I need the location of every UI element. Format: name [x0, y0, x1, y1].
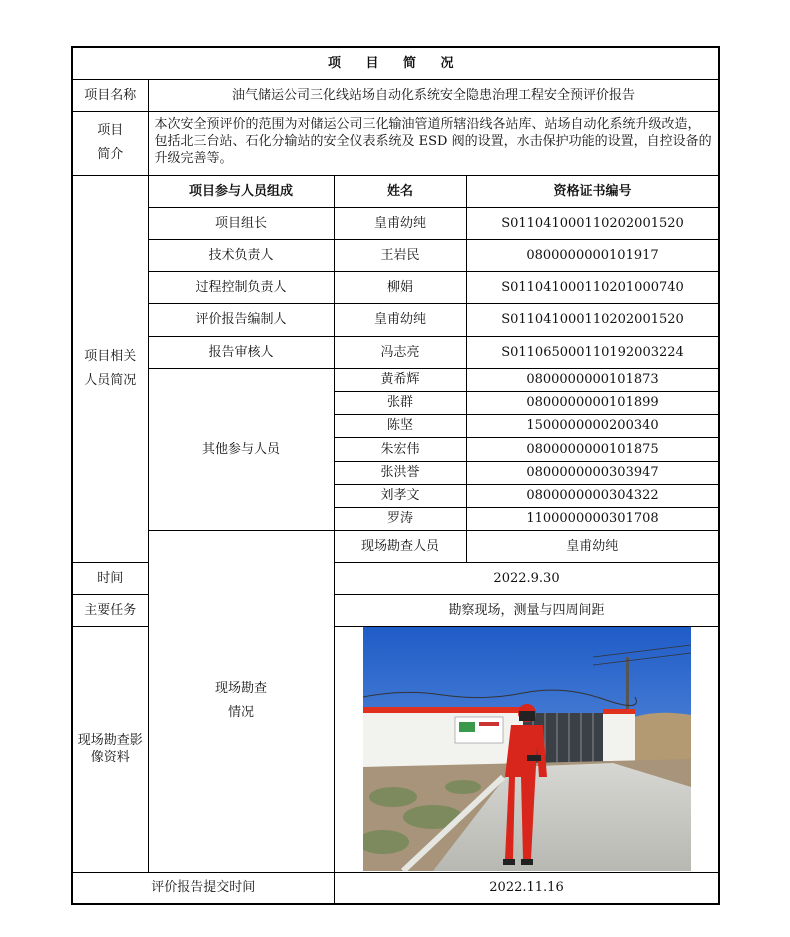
project-name-label: 项目名称 — [72, 79, 148, 111]
submit-time-label: 评价报告提交时间 — [72, 872, 334, 904]
table-title: 项 目 简 况 — [72, 47, 719, 79]
cert-cell: 0800000000101899 — [466, 391, 719, 414]
cert-cell: 0800000000101917 — [466, 239, 719, 271]
cert-cell: S011041000110201000740 — [466, 271, 719, 303]
name-cell: 王岩民 — [334, 239, 466, 271]
submit-time: 2022.11.16 — [334, 872, 719, 904]
cert-cell: 1500000000200340 — [466, 414, 719, 437]
table-row — [72, 271, 719, 303]
survey-label-line1: 现场勘查 — [214, 681, 267, 696]
cert-cell: 1100000000301708 — [466, 507, 719, 530]
others-label: 其他参与人员 — [148, 368, 334, 530]
name-cell: 刘孝文 — [334, 484, 466, 507]
table-row — [72, 303, 719, 336]
personnel-label-line2: 人员简况 — [84, 372, 137, 388]
table-row — [72, 207, 719, 239]
survey-time-label: 时间 — [72, 562, 148, 594]
project-intro: 本次安全预评价的范围为对储运公司三化输油管道所辖沿线各站库、站场自动化系统升级改造，包括北三台站、石化分输站的安全仪表系统及 ESD 阀的设置，水击保护功能的设置，自控设备的升级完善等。 — [148, 111, 719, 175]
survey-time: 2022.9.30 — [334, 562, 719, 594]
name-cell: 黄希辉 — [334, 368, 466, 391]
survey-person: 皇甫幼纯 — [466, 530, 719, 562]
cert-cell: 0800000000101873 — [466, 368, 719, 391]
survey-section-label — [148, 530, 334, 872]
project-name: 油气储运公司三化线站场自动化系统安全隐患治理工程安全预评价报告 — [148, 79, 719, 111]
survey-task: 勘察现场，测量与四周间距 — [334, 594, 719, 626]
name-cell: 陈坚 — [334, 414, 466, 437]
role-cell: 项目组长 — [148, 207, 334, 239]
role-cell: 评价报告编制人 — [148, 303, 334, 336]
name-cell: 柳娟 — [334, 271, 466, 303]
cert-cell: S011041000110202001520 — [466, 207, 719, 239]
name-cell: 罗涛 — [334, 507, 466, 530]
role-cell: 报告审核人 — [148, 336, 334, 368]
table-row — [72, 368, 719, 391]
role-cell: 过程控制负责人 — [148, 271, 334, 303]
survey-photo-cell — [334, 626, 719, 872]
survey-person-label: 现场勘查人员 — [334, 530, 466, 562]
survey-photo-label: 现场勘查影像资料 — [72, 626, 148, 872]
name-cell: 张洪誉 — [334, 461, 466, 484]
role-cell: 技术负责人 — [148, 239, 334, 271]
column-header-name: 姓名 — [334, 175, 466, 207]
name-cell: 皇甫幼纯 — [334, 303, 466, 336]
name-cell: 皇甫幼纯 — [334, 207, 466, 239]
personnel-section-label — [72, 175, 148, 562]
table-row — [72, 336, 719, 368]
name-cell: 张群 — [334, 391, 466, 414]
site-photo-image — [363, 627, 691, 871]
table-row — [72, 239, 719, 271]
cert-cell: S011041000110202001520 — [466, 303, 719, 336]
project-intro-label-line2: 简介 — [97, 147, 124, 162]
cert-cell: S011065000110192003224 — [466, 336, 719, 368]
survey-label-line2: 情况 — [227, 705, 254, 720]
project-intro-label — [72, 111, 148, 175]
cert-cell: 0800000000304322 — [466, 484, 719, 507]
project-overview-table — [71, 46, 720, 905]
name-cell: 冯志亮 — [334, 336, 466, 368]
name-cell: 朱宏伟 — [334, 437, 466, 461]
cert-cell: 0800000000303947 — [466, 461, 719, 484]
survey-task-label: 主要任务 — [72, 594, 148, 626]
site-survey-photo — [363, 627, 691, 871]
personnel-label-line1: 项目相关 — [84, 348, 137, 364]
project-intro-label-line1: 项目 — [97, 123, 124, 138]
cert-cell: 0800000000101875 — [466, 437, 719, 461]
column-header-role: 项目参与人员组成 — [148, 175, 334, 207]
column-header-cert: 资格证书编号 — [466, 175, 719, 207]
